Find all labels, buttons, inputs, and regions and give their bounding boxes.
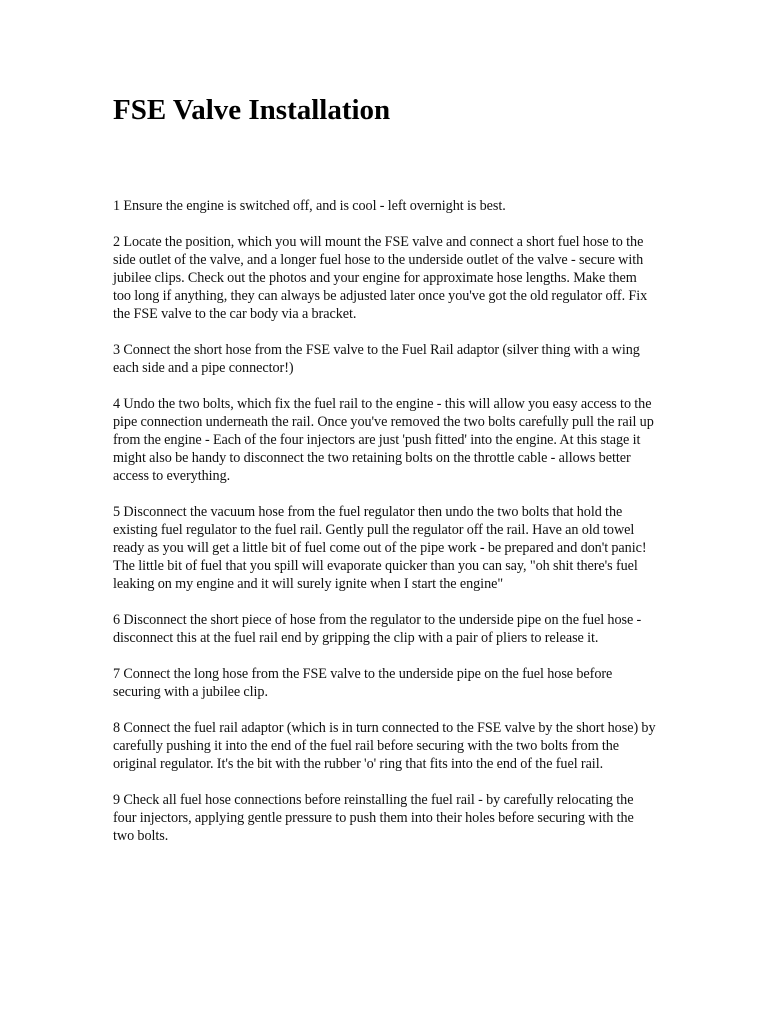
document-title: FSE Valve Installation	[113, 94, 391, 126]
step-9: 9 Check all fuel hose connections before reinstalling the fuel rail - by carefully relocating the four injectors, applying gentle pressure to push them into their holes before securing with the two bolts.	[113, 792, 634, 844]
step-4: 4 Undo the two bolts, which fix the fuel rail to the engine - this will allow you easy access to the pipe connection underneath the rail. Once you've removed the two bolts carefully pull the rail up from the engine - Each of the four injectors are just 'push fitted' into the engine. At this stage it might also be handy to disconnect the two retaining bolts on the throttle cable - allows better access to everything.	[113, 396, 654, 484]
step-7: 7 Connect the long hose from the FSE valve to the underside pipe on the fuel hose before securing with a jubilee clip.	[113, 666, 613, 700]
document-page	[113, 92, 658, 863]
step-3: 3 Connect the short hose from the FSE valve to the Fuel Rail adaptor (silver thing with a wing each side and a pipe connector!)	[113, 342, 640, 376]
step-2: 2 Locate the position, which you will mount the FSE valve and connect a short fuel hose to the side outlet of the valve, and a longer fuel hose to the underside outlet of the valve - secure with jubilee clips. Check out the photos and your engine for approximate hose lengths. Make them too long if anything, they can always be adjusted later once you've got the old regulator off. Fix the FSE valve to the car body via a bracket.	[113, 234, 648, 322]
step-5: 5 Disconnect the vacuum hose from the fuel regulator then undo the two bolts that hold the existing fuel regulator to the fuel rail. Gently pull the regulator off the rail. Have an old towel ready as you will get a little bit of fuel come out of the pipe work - be prepared and don't panic! The little bit of fuel that you spill will evaporate quicker than you can say, "oh shit there's fuel leaking on my engine and it will surely ignite when I start the engine"	[113, 504, 647, 592]
step-6: 6 Disconnect the short piece of hose from the regulator to the underside pipe on the fuel hose - disconnect this at the fuel rail end by gripping the clip with a pair of pliers to release it.	[113, 612, 642, 646]
instruction-steps	[113, 197, 658, 845]
step-8: 8 Connect the fuel rail adaptor (which is in turn connected to the FSE valve by the short hose) by carefully pushing it into the end of the fuel rail before securing with the two bolts from the original regulator. It's the bit with the rubber 'o' ring that fits into the end of the fuel rail.	[113, 720, 656, 772]
step-1: 1 Ensure the engine is switched off, and is cool - left overnight is best.	[113, 198, 506, 214]
